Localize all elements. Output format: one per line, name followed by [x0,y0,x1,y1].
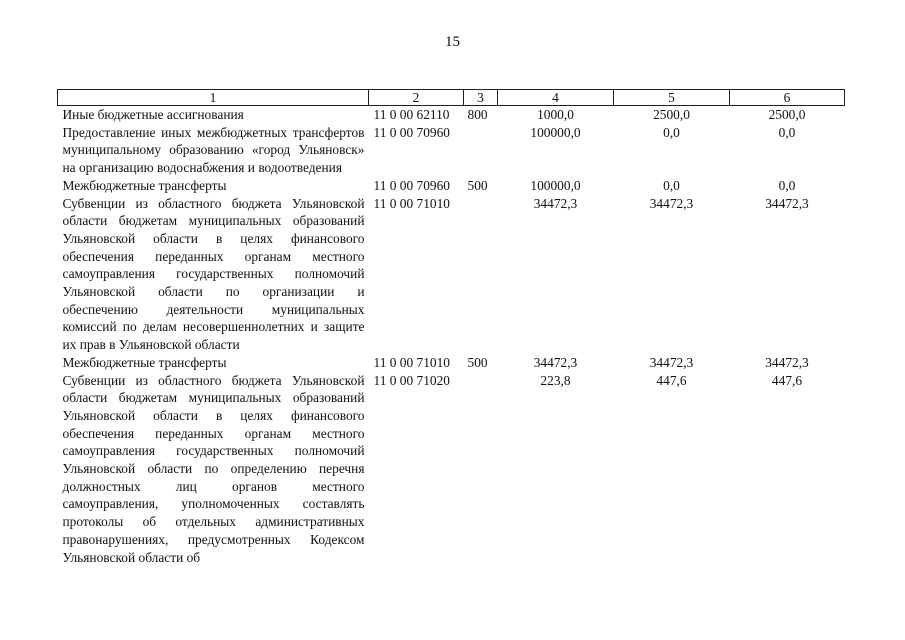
row-name: Субвенции из областного бюджета Ульяновской области бюджетам муниципальных образований Ульяновской области в целях финансового обеспечения переданных органам местного самоуправления государственных полномочий Ульяновской области по организации и обеспечению деятельности муниципальных комиссий по делам несовершеннолетних и защите их прав в Ульяновской области [62,195,365,353]
row-code: 11 0 00 70960 [373,124,450,140]
row-value-5: 34472,3 [649,195,694,211]
table-row [58,124,845,177]
row-type: 500 [467,354,488,370]
row-type: 800 [467,107,488,122]
row-value-6: 0,0 [778,177,796,193]
row-type [464,195,498,354]
table-row [58,354,845,372]
column-header-4: 4 [498,90,614,106]
table-body [58,106,845,567]
table-row [58,177,845,195]
column-header-5: 5 [614,90,730,106]
row-value-6: 447,6 [771,372,803,388]
budget-table [57,89,845,566]
row-value-6: 0,0 [778,124,796,140]
page-number: 15 [445,34,460,50]
row-value-5: 0,0 [663,177,680,193]
row-value-5: 2500,0 [653,107,690,122]
row-value-6: 34472,3 [765,354,809,370]
row-value-6: 2500,0 [768,107,806,122]
row-code: 11 0 00 62110 [373,107,450,122]
column-header-3: 3 [464,90,498,106]
row-value-4: 1000,0 [537,107,574,122]
row-value-4: 100000,0 [530,177,581,193]
row-value-4: 100000,0 [530,124,581,140]
row-code: 11 0 00 70960 [373,177,450,193]
row-value-4: 34472,3 [533,354,578,370]
row-type [464,372,498,567]
row-name: Субвенции из областного бюджета Ульяновской области бюджетам муниципальных образований Ульяновской области в целях финансового обеспечения переданных органам местного самоуправления государственных полномочий Ульяновской области по определению перечня должностных лиц органов местного самоуправления, уполномоченных составлять протоколы об отдельных административных правонарушениях, предусмотренных Кодексом Ульяновской области об [62,372,365,565]
row-value-4: 34472,3 [533,195,578,211]
column-header-1: 1 [58,90,369,106]
row-value-5: 0,0 [663,124,680,140]
column-header-2: 2 [369,90,464,106]
table-row [58,372,845,567]
table-header [58,90,845,106]
row-name: Межбюджетные трансферты [62,177,227,193]
column-header-6: 6 [730,90,845,106]
row-code: 11 0 00 71020 [373,372,450,388]
row-code: 11 0 00 71010 [373,195,450,211]
row-name: Межбюджетные трансферты [62,354,227,370]
table-row [58,195,845,354]
header-row [58,90,845,106]
row-value-4: 223,8 [540,372,571,388]
row-value-5: 447,6 [656,372,687,388]
row-name: Предоставление иных межбюджетных трансфертов муниципальному образованию «город Ульяновск» на организацию водоснабжения и водоотведения [62,124,365,176]
row-name: Иные бюджетные ассигнования [62,107,244,122]
row-type [464,124,498,177]
row-value-6: 34472,3 [765,195,809,211]
row-code: 11 0 00 71010 [373,354,450,370]
row-value-5: 34472,3 [649,354,694,370]
table-row [58,106,845,124]
row-type: 500 [467,177,488,193]
